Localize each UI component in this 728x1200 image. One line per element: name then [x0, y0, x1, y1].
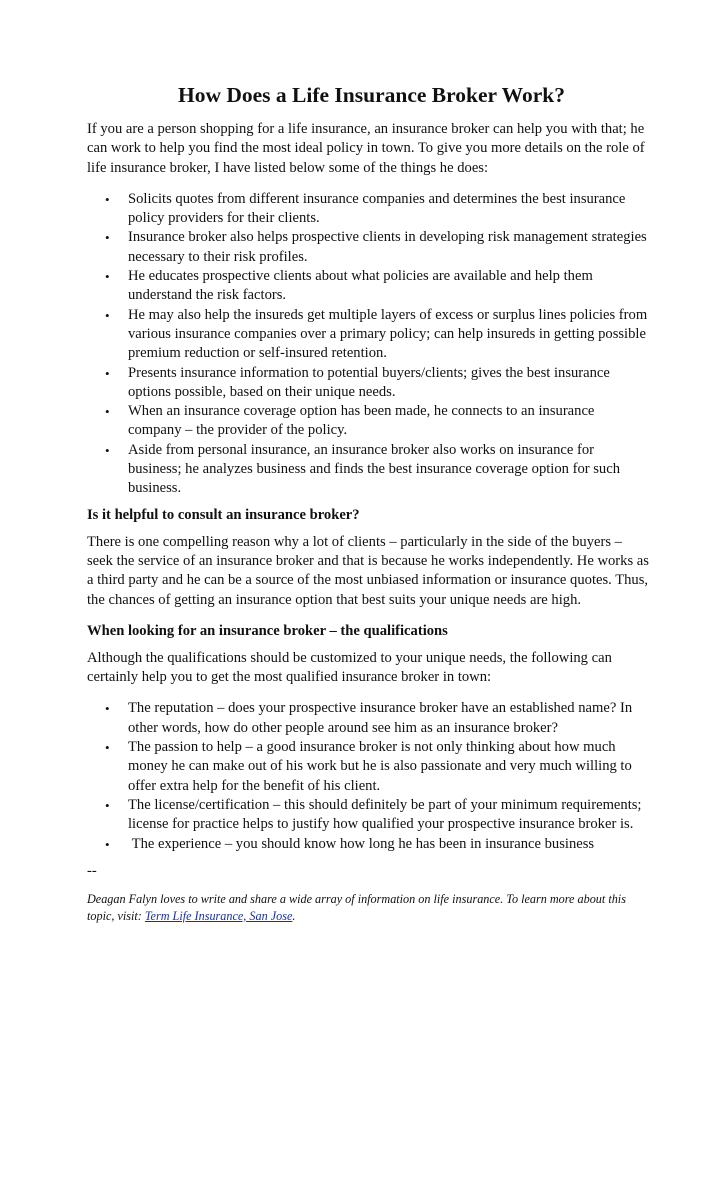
list-item-text: Solicits quotes from different insurance companies and determines the best insurance policy providers for their clients. [128, 190, 626, 227]
intro-paragraph: If you are a person shopping for a life insurance, an insurance broker can help you with that; he can work to help you find the most ideal policy in town. To give you more details on the role of life insurance broker, I have listed below some of the things he does: [87, 121, 645, 176]
list-item-text: Insurance broker also helps prospective clients in developing risk management strategies necessary to their risk profiles. [128, 229, 647, 265]
bullet-icon: • [105, 740, 110, 756]
list-item [87, 364, 650, 403]
bullet-icon: • [105, 191, 110, 207]
bullet-icon: • [105, 797, 110, 813]
broker-duties-list [87, 190, 650, 499]
separator: -- [87, 862, 97, 879]
bullet-icon: • [105, 365, 110, 381]
list-item [87, 441, 650, 499]
list-item [87, 738, 650, 796]
qualifications-list [87, 699, 650, 853]
page-title: How Does a Life Insurance Broker Work? [177, 83, 565, 107]
author-footer [87, 891, 650, 925]
helpful-paragraph: There is one compelling reason why a lot of clients – particularly in the side of the buyers – seek the service of an insurance broker and that is because he works independently. He works as a third party and he can be a source of the most unbiased information or insurance quotes. Thus, the chances of getting an insurance option that best suits your unique needs are high. [87, 533, 649, 608]
list-item-text: Presents insurance information to potential buyers/clients; gives the best insurance options possible, based on their unique needs. [128, 364, 610, 400]
bullet-icon: • [105, 836, 110, 852]
list-item [87, 228, 650, 267]
list-item [87, 190, 650, 229]
section-heading-qualifications: When looking for an insurance broker – the qualifications [87, 622, 448, 639]
list-item [87, 267, 650, 306]
list-item-text: The license/certification – this should definitely be part of your minimum requirements; license for practice helps to justify how qualified your prospective insurance broker is. [128, 796, 642, 833]
bullet-icon: • [105, 269, 110, 285]
footer-text: Deagan Falyn loves to write and share a wide array of information on life insurance. To learn more about this topic, visit: [87, 891, 626, 923]
list-item [87, 306, 650, 364]
bullet-icon: • [105, 230, 110, 246]
footer-end: . [292, 908, 296, 923]
list-item [87, 835, 650, 854]
list-item-text: When an insurance coverage option has been made, he connects to an insurance company – the provider of the policy. [128, 403, 595, 439]
list-item-text: He educates prospective clients about what policies are available and help them understand the risk factors. [128, 268, 593, 304]
list-item-text: The experience – you should know how long he has been in insurance business [128, 835, 595, 852]
list-item-text: The passion to help – a good insurance broker is not only thinking about how much money he can make out of his work but he is also passionate and very much willing to offer extra help for the benefit of his client. [128, 739, 632, 794]
list-item [87, 796, 650, 835]
bullet-icon: • [105, 404, 110, 420]
list-item-text: The reputation – does your prospective insurance broker have an established name? In other words, how do other people around see him as an insurance broker? [128, 700, 633, 736]
bullet-icon: • [105, 442, 110, 458]
list-item [87, 699, 650, 738]
qualifications-paragraph: Although the qualifications should be customized to your unique needs, the following can certainly help you to get the most qualified insurance broker in town: [87, 649, 612, 686]
term-life-insurance-link[interactable]: Term Life Insurance, San Jose [144, 908, 293, 923]
bullet-icon: • [105, 307, 110, 323]
list-item-text: He may also help the insureds get multiple layers of excess or surplus lines policies from various insurance companies over a primary policy; can help insureds in getting possible premium reduction or self-insured retention. [128, 306, 648, 362]
list-item-text: Aside from personal insurance, an insurance broker also works on insurance for business; he analyzes business and finds the best insurance coverage option for such business. [128, 441, 621, 497]
section-heading-helpful: Is it helpful to consult an insurance broker? [87, 506, 360, 523]
list-item [87, 402, 650, 441]
bullet-icon: • [105, 701, 110, 717]
